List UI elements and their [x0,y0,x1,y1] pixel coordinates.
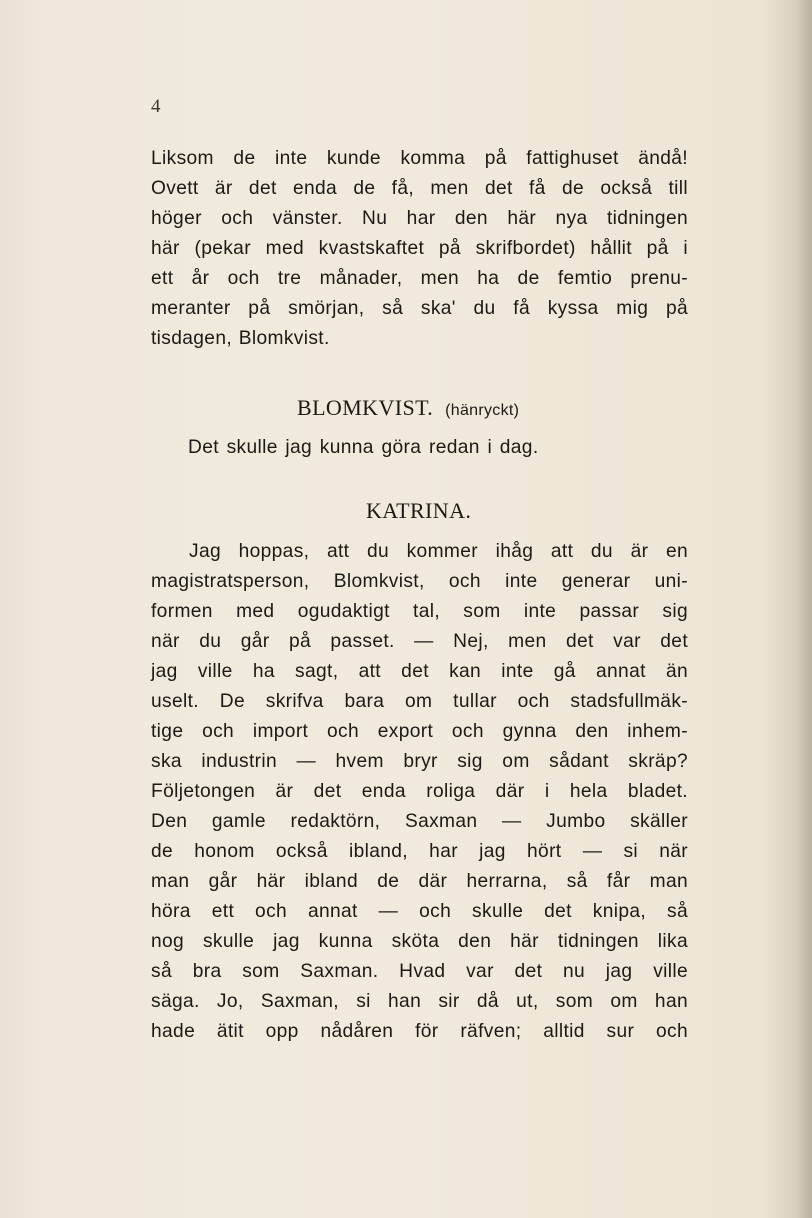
page-number: 4 [151,96,161,117]
text-line: Följetongen är det enda roliga där i hela bladet. [151,781,688,802]
text-line: uselt. De skrifva bara om tullar och stadsfullmäk- [151,691,688,712]
text-line: ett år och tre månader, men ha de femtio prenu- [151,268,688,289]
text-line: höger och vänster. Nu har den här nya tidningen [151,208,688,229]
text-line: formen med ogudaktigt tal, som inte passar sig [151,601,688,622]
text-line: Liksom de inte kunde komma på fattighuset ändå! [151,148,688,169]
text-line: tisdagen, Blomkvist. [151,328,330,349]
text-line: de honom också ibland, har jag hört — si när [151,841,688,862]
text-line: höra ett och annat — och skulle det knipa, så [151,901,688,922]
dialogue-line: Det skulle jag kunna göra redan i dag. [188,437,539,458]
text-line: ska industrin — hvem bryr sig om sådant skräp? [151,751,688,772]
text-line: när du går på passet. — Nej, men det var det [151,631,688,652]
text-line: meranter på smörjan, så ska' du få kyssa mig på [151,298,688,319]
text-line: magistratsperson, Blomkvist, och inte generar uni- [151,571,688,592]
stage-direction: (hänryckt) [445,402,520,419]
text-line: man går här ibland de där herrarna, så får man [151,871,688,892]
text-line: så bra som Saxman. Hvad var det nu jag ville [151,961,688,982]
text-line: Ovett är det enda de få, men det få de också till [151,178,688,199]
speaker-heading-katrina: KATRINA. [366,498,472,523]
text-line: nog skulle jag kunna sköta den här tidningen lika [151,931,688,952]
text-line: Jag hoppas, att du kommer ihåg att du är en [189,541,688,562]
paragraph-1 [151,144,688,354]
text-line: Den gamle redaktörn, Saxman — Jumbo skäller [151,811,688,832]
text-line: jag ville ha sagt, att det kan inte gå annat än [151,661,688,682]
paragraph-2 [151,537,688,1047]
text-line: säga. Jo, Saxman, si han sir då ut, som om han [151,991,688,1012]
text-line: hade ätit opp nådåren för räfven; alltid sur och [151,1021,688,1042]
speaker-name: BLOMKVIST. [297,395,434,420]
text-line: här (pekar med kvastskaftet på skrifbordet) hållit på i [151,238,688,259]
speaker-heading-blomkvist [297,393,519,426]
text-line: tige och import och export och gynna den inhem- [151,721,688,742]
